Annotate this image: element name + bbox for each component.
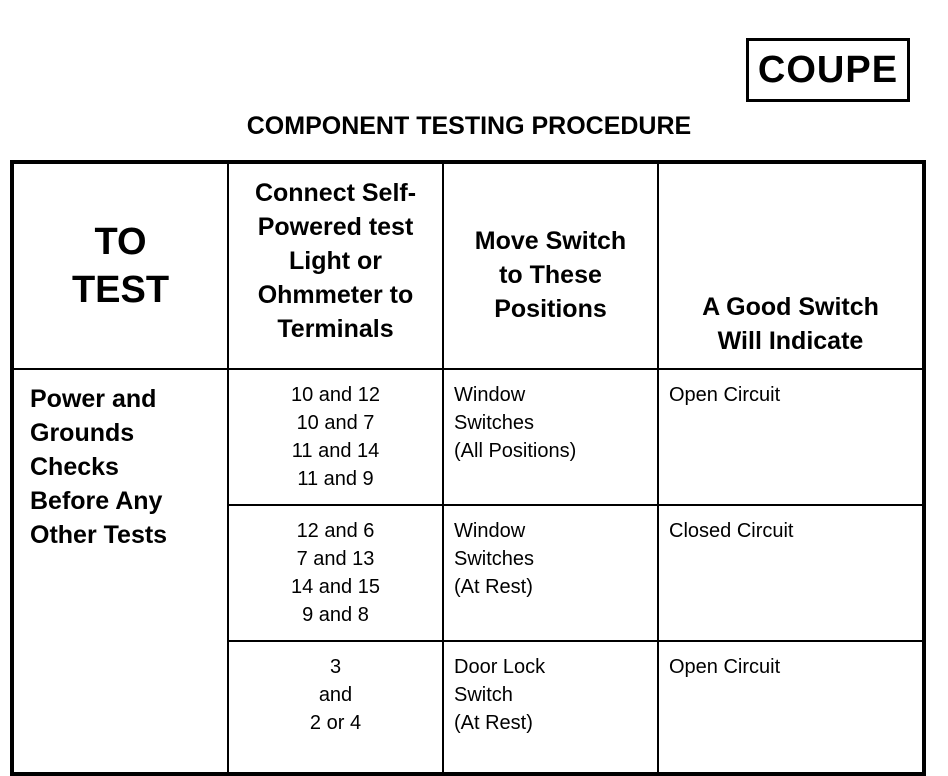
header-row xyxy=(12,162,924,369)
header-text: Move Switch xyxy=(474,227,627,255)
result-text: Open Circuit xyxy=(669,656,781,678)
table-row xyxy=(12,369,924,505)
coupe-badge: COUPE xyxy=(746,38,910,102)
terminals-cell xyxy=(228,369,443,505)
test-label-text: Grounds xyxy=(30,419,135,447)
header-text: Ohmmeter to xyxy=(257,281,414,309)
terminals-cell xyxy=(228,505,443,641)
header-text: TO xyxy=(94,221,147,263)
terminal-pair: 10 and 7 xyxy=(296,412,375,434)
header-connect-terminals xyxy=(228,162,443,369)
header-text: Terminals xyxy=(277,315,394,343)
header-text: Light or xyxy=(288,247,383,275)
test-label-text: Before Any xyxy=(30,487,163,515)
terminals-cell xyxy=(228,641,443,774)
test-label-cell xyxy=(12,369,228,774)
position-text: (At Rest) xyxy=(454,712,533,734)
terminal-pair: 2 or 4 xyxy=(309,712,362,734)
terminal-pair: and xyxy=(318,684,353,706)
terminal-pair: 11 and 9 xyxy=(297,468,374,490)
header-text: Will Indicate xyxy=(717,327,864,355)
terminal-pair: 9 and 8 xyxy=(302,604,369,626)
test-label-text: Checks xyxy=(30,453,119,481)
result-text: Open Circuit xyxy=(669,384,781,406)
terminal-pair: 14 and 15 xyxy=(291,576,380,598)
terminal-pair: 3 xyxy=(329,656,342,678)
position-text: Window xyxy=(454,520,526,542)
position-text: Door Lock xyxy=(454,656,546,678)
terminal-pair: 11 and 14 xyxy=(291,440,380,462)
terminal-pair: 10 and 12 xyxy=(291,384,380,406)
result-cell xyxy=(658,641,924,774)
terminal-pair: 12 and 6 xyxy=(296,520,375,542)
position-text: Switches xyxy=(454,412,535,434)
header-text: Connect Self- xyxy=(254,179,417,207)
terminal-pair: 7 and 13 xyxy=(296,548,375,570)
header-text: A Good Switch xyxy=(702,293,879,321)
header-good-switch xyxy=(658,162,924,369)
header-move-switch xyxy=(443,162,658,369)
header-text: to These xyxy=(499,261,602,289)
result-cell xyxy=(658,505,924,641)
position-text: (At Rest) xyxy=(454,576,533,598)
position-text: (All Positions) xyxy=(454,440,577,462)
header-text: Powered test xyxy=(257,213,414,241)
position-text: Switches xyxy=(454,548,535,570)
result-text: Closed Circuit xyxy=(669,520,794,542)
header-to-test xyxy=(12,162,228,369)
result-cell xyxy=(658,369,924,505)
page-title: COMPONENT TESTING PROCEDURE xyxy=(246,112,692,140)
positions-cell xyxy=(443,641,658,774)
header-text: Positions xyxy=(494,295,607,323)
positions-cell xyxy=(443,369,658,505)
positions-cell xyxy=(443,505,658,641)
test-label-text: Other Tests xyxy=(30,521,168,549)
position-text: Window xyxy=(454,384,526,406)
test-label-text: Power and xyxy=(30,385,157,413)
position-text: Switch xyxy=(454,684,513,706)
header-text: TEST xyxy=(71,269,170,311)
testing-procedure-table xyxy=(10,160,926,776)
